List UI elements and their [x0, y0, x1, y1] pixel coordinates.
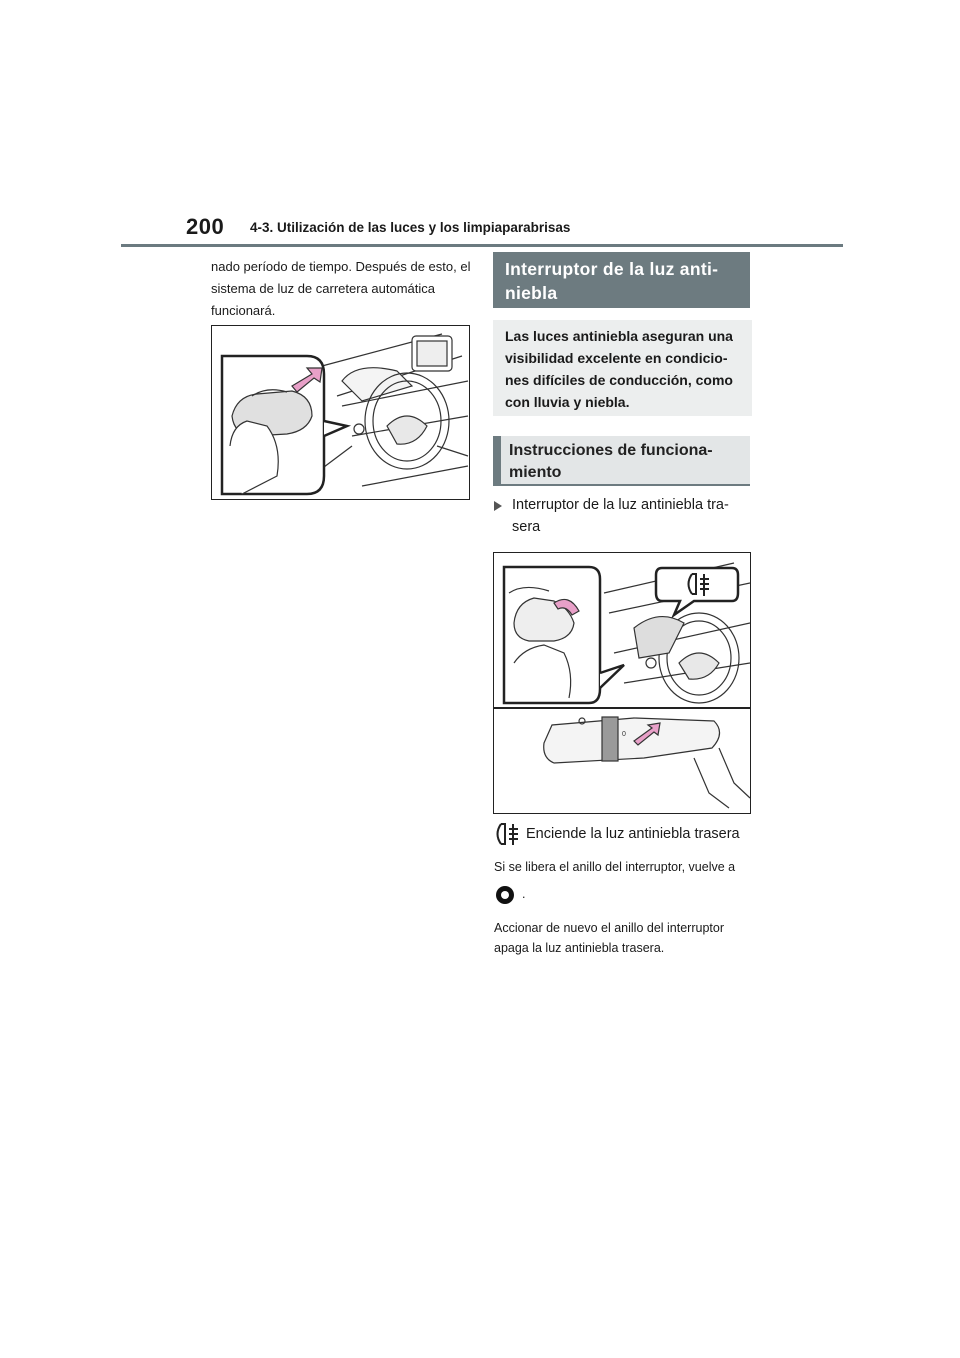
- subheading: Instrucciones de funciona-miento: [493, 436, 750, 486]
- paragraph-turn-off: Accionar de nuevo el anillo del interruptor apaga la luz antiniebla trasera.: [494, 921, 724, 955]
- bullet-item: [494, 494, 749, 538]
- triangle-bullet-icon: [494, 501, 502, 511]
- page-number: 200: [186, 214, 225, 239]
- intro-box: Las luces antiniebla aseguran una visibilidad excelente en condicio-nes difíciles de conducción, como con lluvia y niebla.: [493, 320, 752, 416]
- continued-paragraph: nado período de tiempo. Después de esto, el sistema de luz de carretera automática funcionará.: [211, 259, 471, 318]
- switch-ring-off-icon: [494, 884, 516, 906]
- svg-text:0: 0: [622, 731, 626, 738]
- rear-fog-light-icon: [494, 822, 520, 846]
- legend-text: Enciende la luz antiniebla trasera: [526, 826, 740, 842]
- paragraph-release: Si se libera el anillo del interruptor, vuelve a: [494, 860, 736, 874]
- section-title: 4-3. Utilización de las luces y los limpiaparabrisas: [250, 220, 571, 235]
- legend-rear-fog: [494, 822, 740, 846]
- ring-position-line: [494, 882, 525, 906]
- section-heading: Interruptor de la luz anti-niebla: [493, 252, 750, 308]
- header-divider: [121, 244, 843, 247]
- bullet-text: Interruptor de la luz antiniebla tra-sera: [512, 497, 729, 535]
- rear-fog-switch-illustration: [493, 552, 751, 814]
- headlight-switch-illustration: [211, 325, 470, 500]
- ring-suffix: .: [522, 887, 526, 901]
